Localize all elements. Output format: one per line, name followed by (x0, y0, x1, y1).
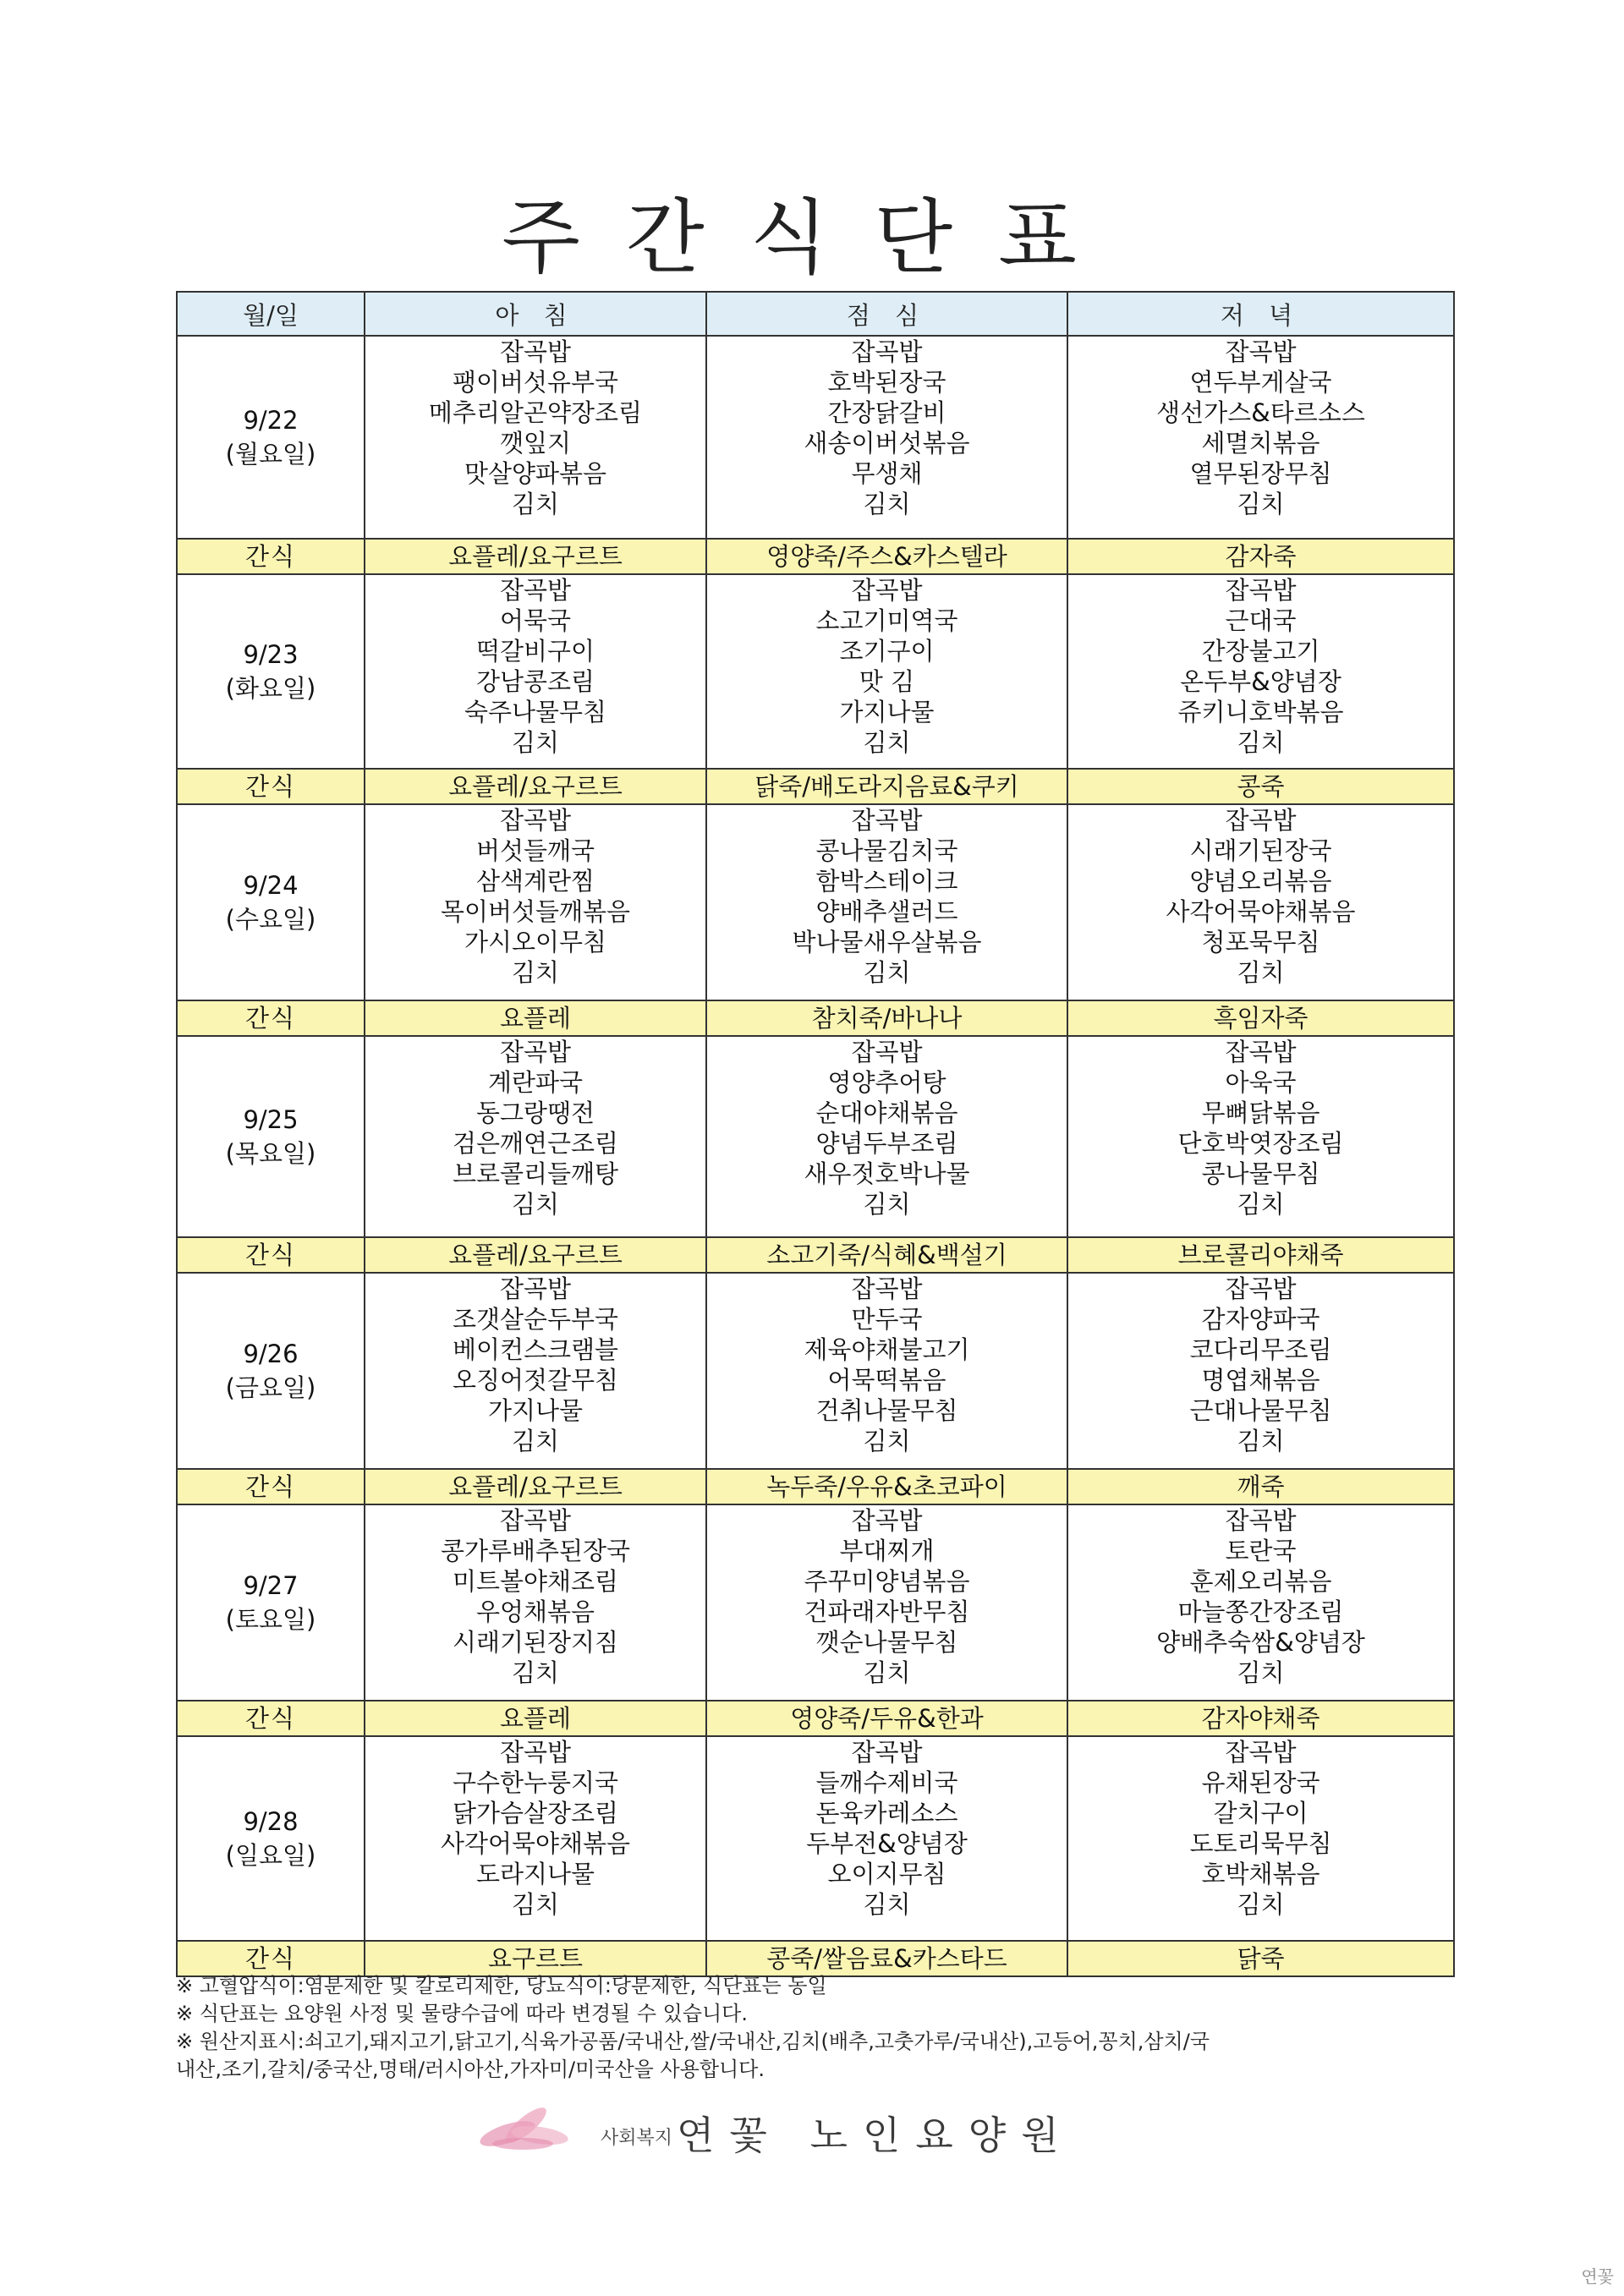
menu-item: 콩나물무침 (1201, 1159, 1320, 1188)
snack-item: 요플레/요구르트 (365, 1469, 706, 1504)
dinner-cell (1067, 1036, 1454, 1237)
menu-item: 맛살양파볶음 (464, 459, 607, 488)
menu-item: 김치 (863, 958, 911, 987)
menu-item: 김치 (863, 1890, 911, 1919)
page-title: 주간식단표 (502, 190, 1122, 285)
snack-item: 닭죽/배도라지음료&쿠키 (706, 769, 1067, 804)
menu-item: 호박된장국 (827, 368, 946, 397)
menu-item: 김치 (863, 1427, 911, 1455)
lotus-blossom-icon (474, 2093, 592, 2161)
menu-item: 온두부&양념장 (1180, 667, 1341, 696)
menu-item: 김치 (863, 1190, 911, 1219)
menu-item: 김치 (1237, 958, 1285, 987)
dinner-cell (1067, 1273, 1454, 1469)
menu-item: 떡갈비구이 (475, 637, 595, 666)
menu-item: 동그랑땡전 (475, 1099, 595, 1127)
corner-watermark: 연꽃 (1581, 2266, 1614, 2287)
menu-item: 김치 (863, 728, 911, 757)
day-cell (177, 1273, 365, 1469)
menu-item: 깻잎지 (499, 429, 572, 458)
weekday-label: (금요일) (225, 1373, 316, 1402)
menu-item: 맛 김 (859, 667, 915, 696)
snack-label: 간식 (177, 1000, 365, 1036)
menu-item: 건취나물무침 (815, 1396, 958, 1425)
menu-item: 생선가스&타르소스 (1156, 398, 1365, 427)
menu-item: 김치 (511, 1658, 560, 1687)
snack-item: 흑임자죽 (1067, 1000, 1454, 1036)
snack-row (177, 1701, 1454, 1736)
menu-item: 잡곡밥 (1225, 1506, 1297, 1535)
menu-item: 토란국 (1225, 1537, 1297, 1565)
menu-item: 세멸치볶음 (1201, 429, 1320, 458)
snack-item: 브로콜리야채죽 (1067, 1237, 1454, 1273)
day-row (177, 1736, 1454, 1941)
weekday-label: (일요일) (225, 1841, 316, 1870)
snack-item: 요플레/요구르트 (365, 539, 706, 574)
snack-row (177, 1941, 1454, 1976)
menu-item: 간장불고기 (1201, 637, 1320, 666)
menu-item: 양념오리볶음 (1189, 867, 1332, 896)
snack-item: 소고기죽/식혜&백설기 (706, 1237, 1067, 1273)
menu-item: 김치 (511, 490, 560, 518)
day-row (177, 574, 1454, 769)
menu-item: 김치 (511, 1427, 560, 1455)
lunch-cell (706, 804, 1067, 1000)
day-cell (177, 1504, 365, 1701)
menu-item: 오징어젓갈무침 (452, 1366, 619, 1395)
menu-item: 잡곡밥 (851, 1506, 923, 1535)
menu-item: 양념두부조림 (815, 1129, 958, 1158)
snack-label: 간식 (177, 539, 365, 574)
day-cell (177, 336, 365, 539)
menu-item: 강남콩조림 (475, 667, 595, 696)
menu-item: 감자양파국 (1201, 1305, 1320, 1334)
date-label: 9/26 (243, 1340, 299, 1368)
menu-item: 김치 (863, 490, 911, 518)
menu-item: 콩나물김치국 (815, 836, 958, 865)
day-row (177, 804, 1454, 1000)
notes (176, 1972, 1453, 2084)
lunch-cell (706, 1273, 1067, 1469)
snack-item: 녹두죽/우유&초코파이 (706, 1469, 1067, 1504)
menu-item: 새송이버섯볶음 (804, 429, 970, 458)
menu-item: 코다리무조림 (1189, 1335, 1332, 1364)
menu-item: 잡곡밥 (1225, 806, 1297, 835)
lunch-cell (706, 336, 1067, 539)
menu-item: 김치 (1237, 1190, 1285, 1219)
menu-item: 잡곡밥 (499, 1274, 572, 1303)
dinner-cell (1067, 804, 1454, 1000)
snack-label: 간식 (177, 1701, 365, 1736)
menu-item: 잡곡밥 (1225, 1274, 1297, 1303)
menu-item: 김치 (511, 728, 560, 757)
menu-item: 오이지무침 (827, 1860, 946, 1888)
menu-item: 김치 (1237, 490, 1285, 518)
breakfast-cell (365, 804, 706, 1000)
day-cell (177, 804, 365, 1000)
snack-item: 요플레 (365, 1701, 706, 1736)
menu-item: 쥬키니호박볶음 (1177, 698, 1344, 726)
menu-item: 검은깨연근조림 (452, 1129, 619, 1158)
dinner-cell (1067, 1736, 1454, 1941)
menu-item: 잡곡밥 (1225, 337, 1297, 366)
menu-item: 훈제오리볶음 (1189, 1567, 1332, 1596)
menu-item: 잡곡밥 (851, 337, 923, 366)
weekly-menu-table (176, 291, 1455, 1977)
lunch-cell (706, 1036, 1067, 1237)
menu-item: 주꾸미양념볶음 (804, 1567, 970, 1596)
snack-item: 요플레/요구르트 (365, 769, 706, 804)
menu-item: 베이컨스크램블 (452, 1335, 619, 1364)
menu-item: 간장닭갈비 (827, 398, 946, 427)
day-cell (177, 1736, 365, 1941)
menu-item: 청포묵무침 (1201, 928, 1320, 956)
menu-item: 아욱국 (1225, 1068, 1297, 1097)
snack-item: 요구르트 (365, 1941, 706, 1976)
snack-label: 간식 (177, 1237, 365, 1273)
weekday-label: (목요일) (225, 1139, 316, 1168)
menu-item: 만두국 (851, 1305, 923, 1334)
snack-item: 영양죽/두유&한과 (706, 1701, 1067, 1736)
note-line: ※ 식단표는 요양원 사정 및 물량수급에 따라 변경될 수 있습니다. (176, 2002, 748, 2025)
weekday-label: (월요일) (225, 440, 316, 469)
menu-item: 가지나물 (487, 1396, 584, 1425)
menu-item: 잡곡밥 (851, 1038, 923, 1066)
menu-item: 잡곡밥 (499, 337, 572, 366)
breakfast-cell (365, 1736, 706, 1941)
menu-item: 영양추어탕 (827, 1068, 946, 1097)
date-label: 9/28 (243, 1807, 299, 1836)
menu-item: 도토리묵무침 (1189, 1829, 1332, 1858)
menu-item: 어묵떡볶음 (827, 1366, 946, 1395)
date-label: 9/25 (243, 1105, 299, 1134)
menu-item: 시래기된장국 (1189, 836, 1332, 865)
menu-item: 마늘쫑간장조림 (1177, 1597, 1344, 1626)
menu-item: 사각어묵야채볶음 (1166, 897, 1356, 926)
note-line: ※ 고혈압식이:염분제한 및 칼로리제한, 당뇨식이:당분제한, 식단표는 동일 (176, 1974, 827, 1997)
weekday-label: (화요일) (225, 674, 316, 703)
note-line: ※ 원산지표시:쇠고기,돼지고기,닭고기,식육가공품/국내산,쌀/국내산,김치(배추,고춧가루/국내산),고등어,꽁치,삼치/국 (176, 2030, 1210, 2053)
menu-item: 잡곡밥 (851, 1274, 923, 1303)
menu-item: 콩가루배추된장국 (440, 1537, 631, 1565)
menu-item: 시래기된장지짐 (452, 1628, 619, 1657)
day-row (177, 1036, 1454, 1237)
menu-item: 브로콜리들깨탕 (452, 1159, 619, 1188)
menu-item: 연두부게살국 (1189, 368, 1332, 397)
dinner-cell (1067, 336, 1454, 539)
menu-item: 잡곡밥 (1225, 1038, 1297, 1066)
menu-item: 부대찌개 (839, 1537, 935, 1565)
snack-row (177, 1237, 1454, 1273)
menu-item: 도라지나물 (475, 1860, 595, 1888)
menu-item: 김치 (511, 1890, 560, 1919)
snack-item: 참치죽/바나나 (706, 1000, 1067, 1036)
menu-item: 갈치구이 (1213, 1799, 1309, 1827)
menu-item: 근대국 (1225, 606, 1297, 635)
menu-item: 계란파국 (487, 1068, 584, 1097)
breakfast-cell (365, 574, 706, 769)
snack-label: 간식 (177, 769, 365, 804)
day-row (177, 1504, 1454, 1701)
date-label: 9/24 (243, 871, 299, 900)
menu-item: 양배추숙쌈&양념장 (1156, 1628, 1365, 1657)
note-line: 내산,조기,갈치/중국산,명태/러시아산,가자미/미국산을 사용합니다. (176, 2058, 765, 2081)
weekday-label: (토요일) (225, 1605, 316, 1634)
lunch-cell (706, 1736, 1067, 1941)
menu-item: 무생채 (851, 459, 923, 488)
snack-item: 콩죽/쌀음료&카스타드 (706, 1941, 1067, 1976)
menu-item: 사각어묵야채볶음 (440, 1829, 631, 1858)
snack-label: 간식 (177, 1941, 365, 1976)
menu-item: 박나물새우살볶음 (792, 928, 982, 956)
breakfast-cell (365, 1273, 706, 1469)
menu-item: 열무된장무침 (1189, 459, 1332, 488)
snack-item: 콩죽 (1067, 769, 1454, 804)
footer-logo (474, 2093, 1150, 2161)
menu-item: 어묵국 (499, 606, 572, 635)
menu-item: 미트볼야채조림 (452, 1567, 619, 1596)
menu-item: 구수한누룽지국 (452, 1768, 619, 1797)
org-type: 사회복지 (601, 2128, 673, 2149)
menu-item: 김치 (511, 1190, 560, 1219)
menu-item: 김치 (1237, 728, 1285, 757)
menu-item: 두부전&양념장 (806, 1829, 968, 1858)
menu-item: 돈육카레소스 (815, 1799, 958, 1827)
menu-item: 잡곡밥 (499, 806, 572, 835)
menu-item: 잡곡밥 (499, 1738, 572, 1767)
day-row (177, 1273, 1454, 1469)
day-cell (177, 1036, 365, 1237)
menu-item: 호박채볶음 (1201, 1860, 1320, 1888)
snack-row (177, 1000, 1454, 1036)
menu-item: 조갯살순두부국 (452, 1305, 619, 1334)
menu-item: 잡곡밥 (851, 576, 923, 605)
snack-item: 요플레/요구르트 (365, 1237, 706, 1273)
snack-row (177, 539, 1454, 574)
menu-item: 제육야채불고기 (804, 1335, 970, 1364)
menu-item: 잡곡밥 (499, 576, 572, 605)
snack-item: 감자죽 (1067, 539, 1454, 574)
table-header-row (177, 292, 1454, 336)
snack-row (177, 1469, 1454, 1504)
weekday-label: (수요일) (225, 905, 316, 934)
date-label: 9/27 (243, 1571, 299, 1600)
menu-item: 가시오이무침 (464, 928, 607, 956)
menu-item: 유채된장국 (1201, 1768, 1320, 1797)
menu-item: 김치 (1237, 1427, 1285, 1455)
header-day: 월/일 (177, 292, 365, 336)
header-dinner: 저 녁 (1067, 292, 1454, 336)
menu-item: 김치 (1237, 1890, 1285, 1919)
menu-item: 조기구이 (839, 637, 935, 666)
snack-item: 감자야채죽 (1067, 1701, 1454, 1736)
day-cell (177, 574, 365, 769)
menu-item: 잡곡밥 (851, 1738, 923, 1767)
snack-label: 간식 (177, 1469, 365, 1504)
menu-item: 잡곡밥 (851, 806, 923, 835)
header-breakfast: 아 침 (365, 292, 706, 336)
menu-item: 건파래자반무침 (804, 1597, 970, 1626)
breakfast-cell (365, 1504, 706, 1701)
menu-item: 팽이버섯유부국 (452, 368, 619, 397)
snack-item: 요플레 (365, 1000, 706, 1036)
menu-item: 김치 (511, 958, 560, 987)
lunch-cell (706, 1504, 1067, 1701)
menu-item: 김치 (863, 1658, 911, 1687)
day-row (177, 336, 1454, 539)
menu-item: 깻순나물무침 (815, 1628, 958, 1657)
menu-item: 버섯들깨국 (475, 836, 595, 865)
menu-item: 양배추샐러드 (815, 897, 958, 926)
menu-item: 순대야채볶음 (815, 1099, 958, 1127)
menu-item: 잡곡밥 (1225, 576, 1297, 605)
menu-item: 근대나물무침 (1189, 1396, 1332, 1425)
snack-item: 깨죽 (1067, 1469, 1454, 1504)
menu-item: 새우젓호박나물 (804, 1159, 970, 1188)
menu-item: 들깨수제비국 (815, 1768, 958, 1797)
menu-item: 가지나물 (839, 698, 935, 726)
date-label: 9/22 (243, 406, 299, 435)
menu-item: 무뼈닭볶음 (1201, 1099, 1320, 1127)
dinner-cell (1067, 1504, 1454, 1701)
menu-item: 잡곡밥 (499, 1038, 572, 1066)
breakfast-cell (365, 336, 706, 539)
menu-item: 함박스테이크 (815, 867, 958, 896)
snack-item: 영양죽/주스&카스텔라 (706, 539, 1067, 574)
snack-row (177, 769, 1454, 804)
dinner-cell (1067, 574, 1454, 769)
header-lunch: 점 심 (706, 292, 1067, 336)
menu-item: 우엉채볶음 (475, 1597, 595, 1626)
date-label: 9/23 (243, 640, 299, 669)
breakfast-cell (365, 1036, 706, 1237)
menu-item: 목이버섯들깨볶음 (440, 897, 631, 926)
menu-item: 잡곡밥 (1225, 1738, 1297, 1767)
org-name: 연꽃 노인요양원 (677, 2112, 1074, 2158)
menu-item: 잡곡밥 (499, 1506, 572, 1535)
menu-item: 삼색계란찜 (475, 867, 595, 896)
menu-item: 김치 (1237, 1658, 1285, 1687)
menu-item: 닭가슴살장조림 (452, 1799, 619, 1827)
menu-item: 단호박엿장조림 (1177, 1129, 1344, 1158)
snack-item: 닭죽 (1067, 1941, 1454, 1976)
menu-item: 명엽채볶음 (1201, 1366, 1320, 1395)
menu-item: 소고기미역국 (815, 606, 958, 635)
menu-item: 메추리알곤약장조림 (428, 398, 643, 427)
menu-item: 숙주나물무침 (464, 698, 607, 726)
lunch-cell (706, 574, 1067, 769)
